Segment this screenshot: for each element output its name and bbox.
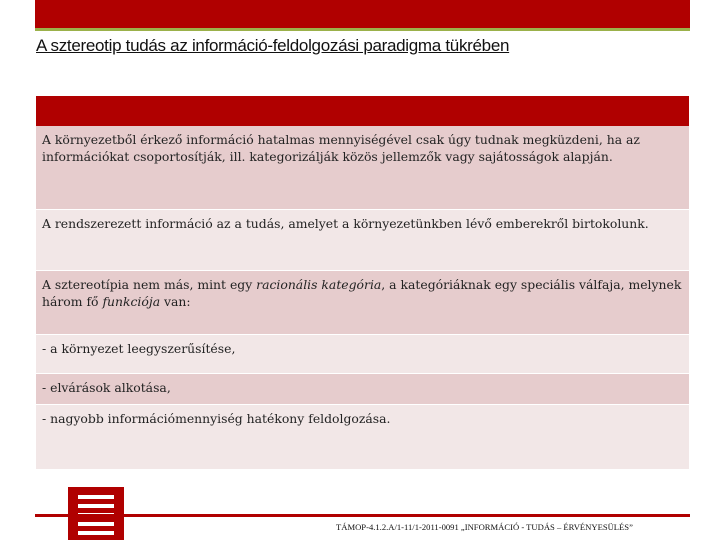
top-accent-line: [35, 28, 690, 31]
row-text-part: van:: [160, 294, 191, 309]
bottom-accent-line: [35, 514, 690, 517]
content-table: [36, 96, 689, 470]
logo-stripe: [78, 531, 114, 535]
row-text-part: , a kategóriáknak egy speciális válfaja, melynek három fő: [42, 277, 682, 309]
slide-title: A sztereotip tudás az információ-feldolgozási paradigma tükrében: [36, 36, 510, 55]
table-row: [36, 405, 689, 470]
row-text: A környezetből érkező információ hatalmas mennyiségével csak úgy tudnak megküzdeni, ha az információkat csoportosítják, ill. kategorizálják közös jellemzők vagy sajátosságok alapján.: [42, 132, 640, 164]
row-text: A rendszerezett információ az a tudás, amelyet a környezetünkben lévő emberekről birtokolunk.: [42, 216, 649, 231]
row-emphasis: racionális kategória: [256, 277, 382, 292]
row-text: - elvárások alkotása,: [42, 380, 171, 395]
logo-stripe: [78, 522, 114, 526]
table-row: [36, 210, 689, 271]
footer-text: TÁMOP-4.1.2.A/1-11/1-2011-0091 „INFORMÁCIÓ - TUDÁS – ÉRVÉNYESÜLÉS”: [336, 522, 633, 532]
logo-stripe: [78, 495, 114, 499]
table-header: [36, 96, 689, 126]
table-row: [36, 271, 689, 335]
table-row: [36, 126, 689, 210]
row-emphasis: funkciója: [102, 294, 161, 309]
table-row: [36, 335, 689, 374]
top-banner: [35, 0, 690, 28]
row-text: - a környezet leegyszerűsítése,: [42, 341, 236, 356]
table-row: [36, 374, 689, 405]
row-text-part: A sztereotípia nem más, mint egy: [42, 277, 257, 292]
logo-stripe: [78, 504, 114, 508]
row-text: - nagyobb információmennyiség hatékony feldolgozása.: [42, 411, 391, 426]
